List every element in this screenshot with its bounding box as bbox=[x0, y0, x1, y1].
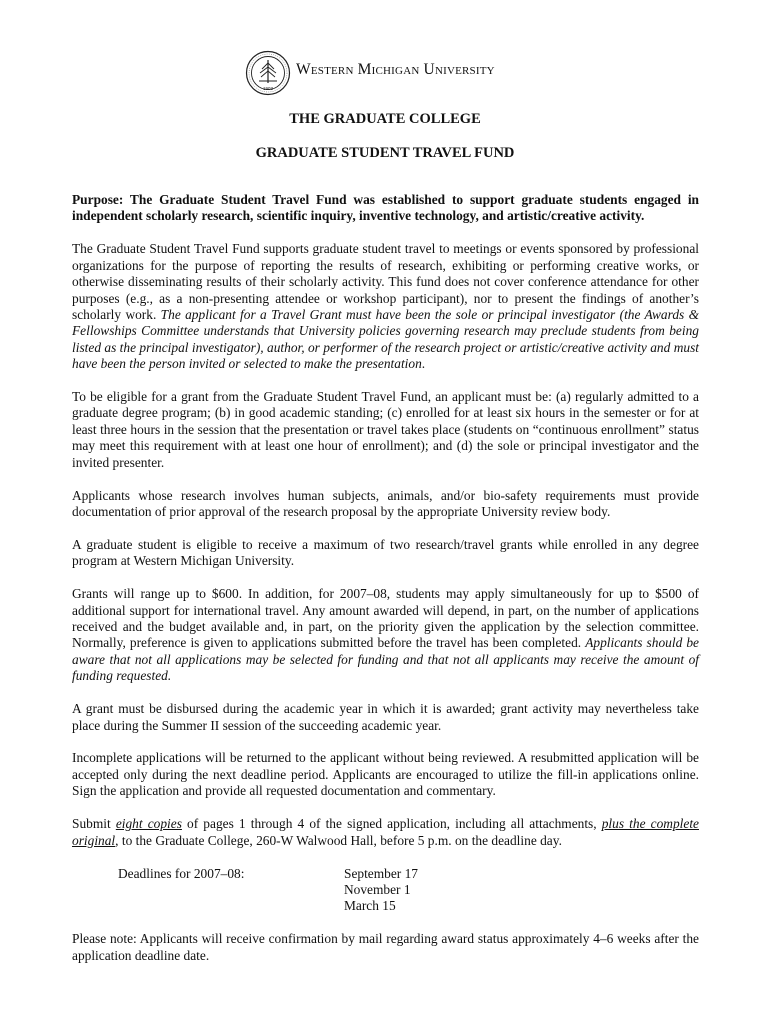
deadlines-label: Deadlines for 2007–08: bbox=[118, 865, 245, 881]
grant-amount-paragraph bbox=[72, 586, 699, 684]
grant-amount-text: Grants will range up to $600. In addition, for 2007–08, students may apply simultaneously for up to $500 of additional support for international travel. Any amount awarded will depend, in part, on the number of applications received and the budget available and, in part, on the priority given the application by the selection committee. Normally, preference is given to applications submitted before the travel has been completed. bbox=[72, 586, 699, 651]
grant-amount-italic-text: Applicants should be aware that not all applications may be selected for funding and that not all applicants may receive the amount of funding requested. bbox=[72, 635, 699, 684]
approval-paragraph: Applicants whose research involves human subjects, animals, and/or bio-safety requirements must provide documentation of prior approval of the research proposal by the appropriate University review body. bbox=[72, 487, 699, 519]
purpose-paragraph: Purpose: The Graduate Student Travel Fund was established to support graduate students engaged in independent scholarly research, scientific inquiry, inventive technology, and artistic/creative activity. bbox=[72, 192, 699, 224]
deadline-dates bbox=[344, 866, 418, 915]
maximum-grants-paragraph: A graduate student is eligible to receive a maximum of two research/travel grants while enrolled in any degree program at Western Michigan University. bbox=[72, 536, 699, 569]
letterhead bbox=[0, 44, 770, 100]
submission-pre: Submit bbox=[72, 816, 116, 832]
deadline-date: March 15 bbox=[344, 898, 396, 914]
incomplete-applications-paragraph: Incomplete applications will be returned to the applicant without being reviewed. A resubmitted application will be accepted only during the next deadline period. Applicants are encouraged to utilize the fill-in applications online. Sign the application and provide all requested documentation and commentary. bbox=[72, 750, 699, 799]
scope-end: . bbox=[421, 356, 426, 372]
confirmation-note: Please note: Applicants will receive confirmation by mail regarding award status approximately 4–6 weeks after the application deadline date. bbox=[72, 931, 699, 963]
scope-paragraph bbox=[72, 241, 699, 372]
document-body bbox=[72, 192, 699, 981]
college-title: THE GRADUATE COLLEGE bbox=[289, 111, 481, 127]
university-name: Western Michigan University bbox=[296, 61, 495, 78]
fund-title: GRADUATE STUDENT TRAVEL FUND bbox=[255, 145, 515, 161]
eligibility-paragraph: To be eligible for a grant from the Graduate Student Travel Fund, an applicant must be: (a) regularly admitted to a graduate degree program; (b) in good academic standing; (c) enrolled for at least six hours in the semester or for at least three hours in the session that the presentation or travel takes place (students on “continuous enrollment” status may meet this requirement with at least one hour of enrollment); and (d) the sole or principal investigator and the invited presenter. bbox=[72, 389, 699, 470]
submission-paragraph bbox=[72, 816, 699, 849]
submission-mid: of pages 1 through 4 of the signed application, including all attachments, bbox=[181, 816, 602, 832]
university-seal-icon bbox=[245, 50, 291, 96]
deadline-date: November 1 bbox=[344, 881, 411, 897]
deadline-date: September 17 bbox=[344, 865, 419, 881]
disbursement-paragraph: A grant must be disbursed during the academic year in which it is awarded; grant activity may nevertheless take place during the Summer II session of the succeeding academic year. bbox=[72, 701, 699, 733]
deadlines-block bbox=[72, 866, 699, 915]
seal-year: 1903 bbox=[262, 86, 274, 91]
eight-copies-text: eight copies bbox=[115, 816, 182, 832]
scope-text: The Graduate Student Travel Fund supports graduate student travel to meetings or events sponsored by professional organizations for the purpose of reporting the results of research, exhibiting or performing creative works, or otherwise disseminating results of their scholarly activity. This fund does not cover conference attendance for other purposes (e.g., as a non-presenting attendee or workshop participant), nor to present the findings of another’s scholarly work. bbox=[72, 241, 699, 322]
submission-post: , to the Graduate College, 260-W Walwood Hall, before 5 p.m. on the deadline day. bbox=[115, 832, 562, 848]
scope-italic-text: The applicant for a Travel Grant must have been the sole or principal investigator (the Awards & Fellowships Committee understands that University policies governing research may preclude students from being listed as the principal investigator), author, or performer of the research project or artistic/creative activity and must have been the person invited or selected to make the presentation bbox=[72, 306, 699, 372]
complete-original-text: plus the complete original bbox=[72, 816, 699, 848]
